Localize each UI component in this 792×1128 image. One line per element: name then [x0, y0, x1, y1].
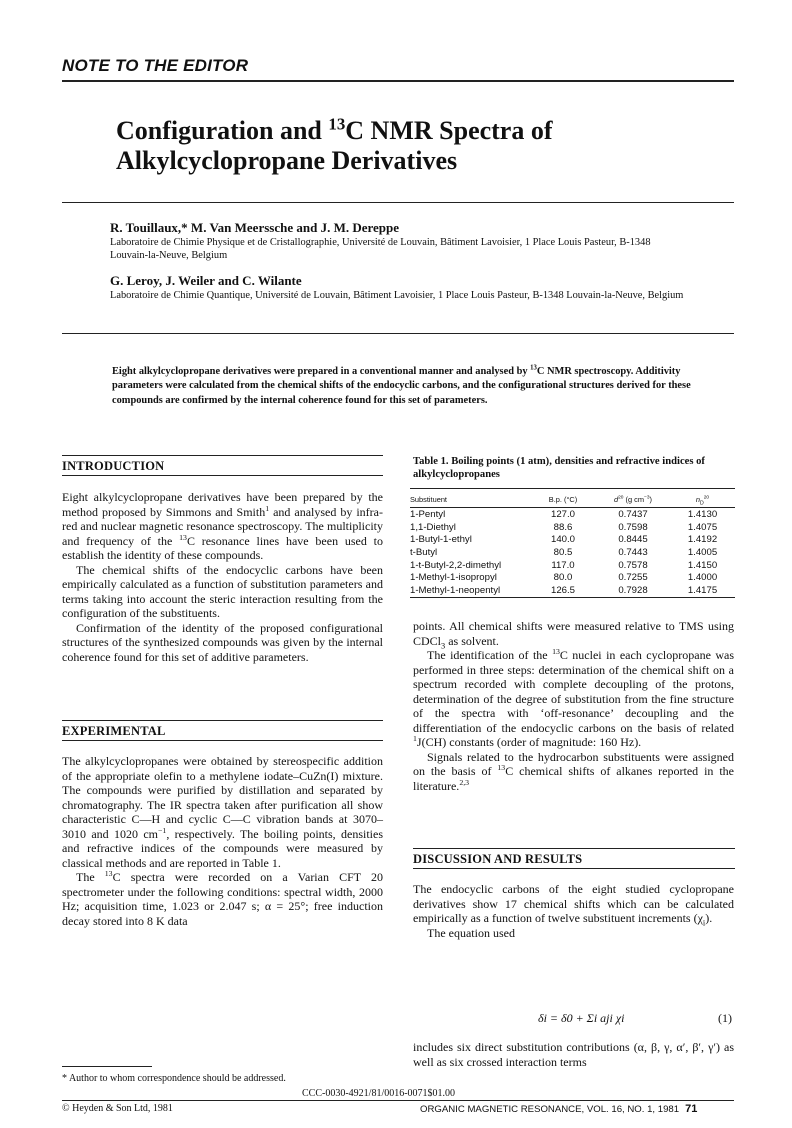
abstract-sup: 13 [530, 364, 537, 372]
page-number: 71 [685, 1103, 698, 1115]
table-body [410, 508, 735, 598]
table-cell-bp: 140.0 [550, 534, 575, 546]
journal-name: ORGANIC MAGNETIC RESONANCE, VOL. 16, NO. 1, 1981 [420, 1104, 680, 1115]
table-cell-bp: 126.5 [530, 584, 596, 597]
table-header-bp: B.p. (°C) [530, 494, 596, 508]
table-cell-nd: 1.4000 [687, 572, 718, 584]
journal-citation [420, 1103, 697, 1115]
table-cell-substituent: 1,1-Diethyl [410, 521, 456, 533]
table-cell-density: 0.7443 [618, 546, 648, 558]
table-row [410, 571, 735, 584]
experimental-paragraph-2: The $^{13}$C spectra were recorded on a Varian CFT 20 spectrometer under the following conditions: spectral width, 2000 Hz; acquisition time, 1.023 or 2.047 s; α = 25°; free induction decay stored into 8 K data [62, 869, 383, 929]
title-rule [62, 202, 734, 203]
discussion-body [413, 882, 734, 940]
discussion-rule-bottom [413, 868, 735, 869]
table-cell-density: 0.7928 [596, 584, 670, 597]
table-caption-text: Boiling points (1 atm), densities and refractive indices of alkylcyclopropanes [413, 456, 705, 480]
header-rule [62, 80, 734, 82]
discussion-heading: DISCUSSION AND RESULTS [413, 852, 583, 866]
issn-code: CCC-0030-4921/81/0016-0071$01.00 [302, 1088, 456, 1099]
discussion-body-continued [413, 1040, 734, 1069]
table-cell-density: 0.7578 [618, 559, 648, 571]
footer-rule [62, 1100, 734, 1101]
author-group-2: G. Leroy, J. Weiler and C. Wilante [110, 273, 302, 288]
table-cell-bp: 127.0 [550, 508, 575, 520]
title-line1-after: C NMR Spectra of [345, 116, 553, 145]
table-cell-bp: 88.6 [553, 521, 573, 533]
intro-paragraph-2: The chemical shifts of the endocyclic carbons have been empirically calculated as a function of substitution parameters and terms taking into account the steric interaction resulting from the configuration of the substituents. [62, 562, 383, 621]
table-cell-bp: 117.0 [551, 559, 575, 571]
title-line1-before: Configuration and [116, 116, 329, 145]
table-row [410, 559, 735, 572]
right-paragraph-2: The identification of the $^{13}$C nuclei in each cyclopropane was performed in three steps: determination of the chemical shift on a spectrum recorded with complete decoupling of the protons, determination of the degree of substitution from the fine structure of the spectra with ‘off-resonance’ decoupling and the differentiation of the endocyclic carbons on the basis of related $^1$J(CH) constants (order of magnitude: 160 Hz). [413, 647, 734, 750]
experimental-paragraph-1: The alkylcyclopropanes were obtained by stereospecific addition of the appropriate olefin to a methylene iodate–CuZn(I) mixture. The compounds were purified by distillation and separated by chromatography. The IR spectra taken after purification all show characteristic C—H and cyclic C—C vibration bands at 3070–3010 and 1020 $cm^{-1}$, respectively. The boiling points, densities and refractive indices of the compounds were measured by classical methods and are reported in Table 1. [62, 754, 383, 870]
experimental-rule-bottom [62, 740, 383, 741]
discussion-paragraph-1: The endocyclic carbons of the eight studied cyclopropane derivatives show 17 chemical shifts which can be calculated empirically as a function of twelve substituent increments $(\chi_i)$. [413, 882, 734, 928]
footnote: * Author to whom correspondence should be addressed. [62, 1073, 286, 1084]
title-line2: Alkylcyclopropane Derivatives [116, 146, 458, 175]
table-row [410, 521, 735, 534]
discussion-paragraph-3: includes six direct substitution contributions (α, β, γ, α′, β′, γ′) as well as six crossed interaction terms [413, 1040, 734, 1069]
table-cell-substituent: 1-t-Butyl-2,2-dimethyl [410, 559, 502, 571]
abstract-text-b: C NMR spectroscopy. Additivity parameters were calculated from the chemical shifts of the endocyclic carbons, and the configurational structures derived for these compounds are confirmed by the internal coherence found for this set of parameters. [112, 366, 691, 406]
table-caption-label: Table 1. [413, 456, 449, 467]
table-cell-density: 0.7255 [618, 572, 648, 584]
experimental-body [62, 754, 383, 929]
table-header-row [410, 494, 735, 508]
introduction-heading: INTRODUCTION [62, 459, 165, 473]
methods-continued-body [413, 619, 734, 794]
table-row [410, 584, 735, 597]
table-cell-nd: 1.4150 [687, 559, 718, 571]
table-1 [410, 494, 735, 598]
discussion-paragraph-2: The equation used [427, 925, 515, 940]
journal-section-heading: NOTE TO THE EDITOR [62, 56, 249, 75]
intro-rule-bottom [62, 475, 383, 476]
table-cell-substituent: 1-Methyl-1-neopentyl [410, 584, 530, 597]
table-cell-bp: 80.5 [553, 546, 573, 558]
table-header-density: $d^{20}$ (g $cm^{-3}$) [596, 494, 670, 508]
table-row [410, 533, 735, 546]
table-cell-substituent: 1-Butyl-1-ethyl [410, 534, 472, 546]
affiliation-1: Laboratoire de Chimie Physique et de Cristallographie, Université de Louvain, Bâtiment Lavoisier, 1 Place Louis Pasteur, B-1348 Louvain-la-Neuve, Belgium [110, 237, 651, 261]
table-cell-nd: 1.4005 [687, 546, 718, 558]
table-cell-nd: 1.4175 [670, 584, 735, 597]
experimental-rule-top [62, 720, 383, 721]
table-cell-density: 0.7437 [618, 508, 648, 520]
table-cell-density: 0.8445 [618, 534, 648, 546]
table-cell-substituent: 1-Pentyl [410, 508, 446, 520]
copyright: © Heyden & Son Ltd, 1981 [62, 1103, 173, 1114]
equation-1: δi = δ0 + Σi aji χi [538, 1011, 625, 1025]
table-header-substituent: Substituent [410, 494, 530, 508]
table-cell-nd: 1.4130 [687, 508, 718, 520]
right-paragraph-3: Signals related to the hydrocarbon substituents were assigned on the basis of $^{13}$C chemical shifts of alkanes reported in the literature.$^{2,3}$ [413, 749, 735, 794]
affiliation-2: Laboratoire de Chimie Quantique, Université de Louvain, Bâtiment Lavoisier, 1 Place Louis Pasteur, B-1348 Louvain-la-Neuve, Belgium [110, 290, 684, 301]
table-header-refractive-index: $n_D^{20}$ [670, 494, 735, 508]
equation-number: (1) [718, 1011, 732, 1025]
table-rule-top [410, 488, 735, 489]
table-cell-nd: 1.4075 [687, 521, 718, 533]
abstract-text-a: Eight alkylcyclopropane derivatives were prepared in a conventional manner and analysed by [112, 366, 531, 377]
intro-paragraph-1: Eight alkylcyclopropane derivatives have been prepared by the method proposed by Simmons and Smith$^1$ and analysed by infra-red and nuclear magnetic resonance spectroscopy. The multiplicity and frequency of the $^{13}$C resonance lines have been used to establish the identity of these compounds. [62, 490, 383, 563]
table-caption [413, 455, 735, 481]
article-title [116, 116, 736, 176]
intro-rule-top [62, 455, 383, 456]
footnote-rule [62, 1066, 152, 1067]
table-cell-nd: 1.4192 [687, 534, 718, 546]
table-cell-density: 0.7598 [618, 521, 648, 533]
intro-paragraph-3: Confirmation of the identity of the proposed configurational structures of the synthesized compounds was given by the internal coherence found for this set of additive parameters. [62, 620, 383, 665]
introduction-body [62, 490, 383, 665]
right-paragraph-1: points. All chemical shifts were measured relative to TMS using CDCl$_3$ as solvent. [413, 619, 734, 650]
table-row [410, 508, 735, 521]
table-cell-bp: 80.0 [553, 572, 573, 584]
author-group-1: R. Touillaux,* M. Van Meerssche and J. M. Dereppe [110, 220, 400, 235]
abstract [112, 365, 692, 408]
table-cell-substituent: t-Butyl [410, 546, 438, 558]
authors-rule [62, 333, 734, 334]
experimental-heading: EXPERIMENTAL [62, 724, 166, 738]
table-cell-substituent: 1-Methyl-1-isopropyl [410, 572, 497, 584]
discussion-rule-top [413, 848, 735, 849]
table-row [410, 546, 735, 559]
title-isotope-sup: 13 [328, 114, 346, 134]
